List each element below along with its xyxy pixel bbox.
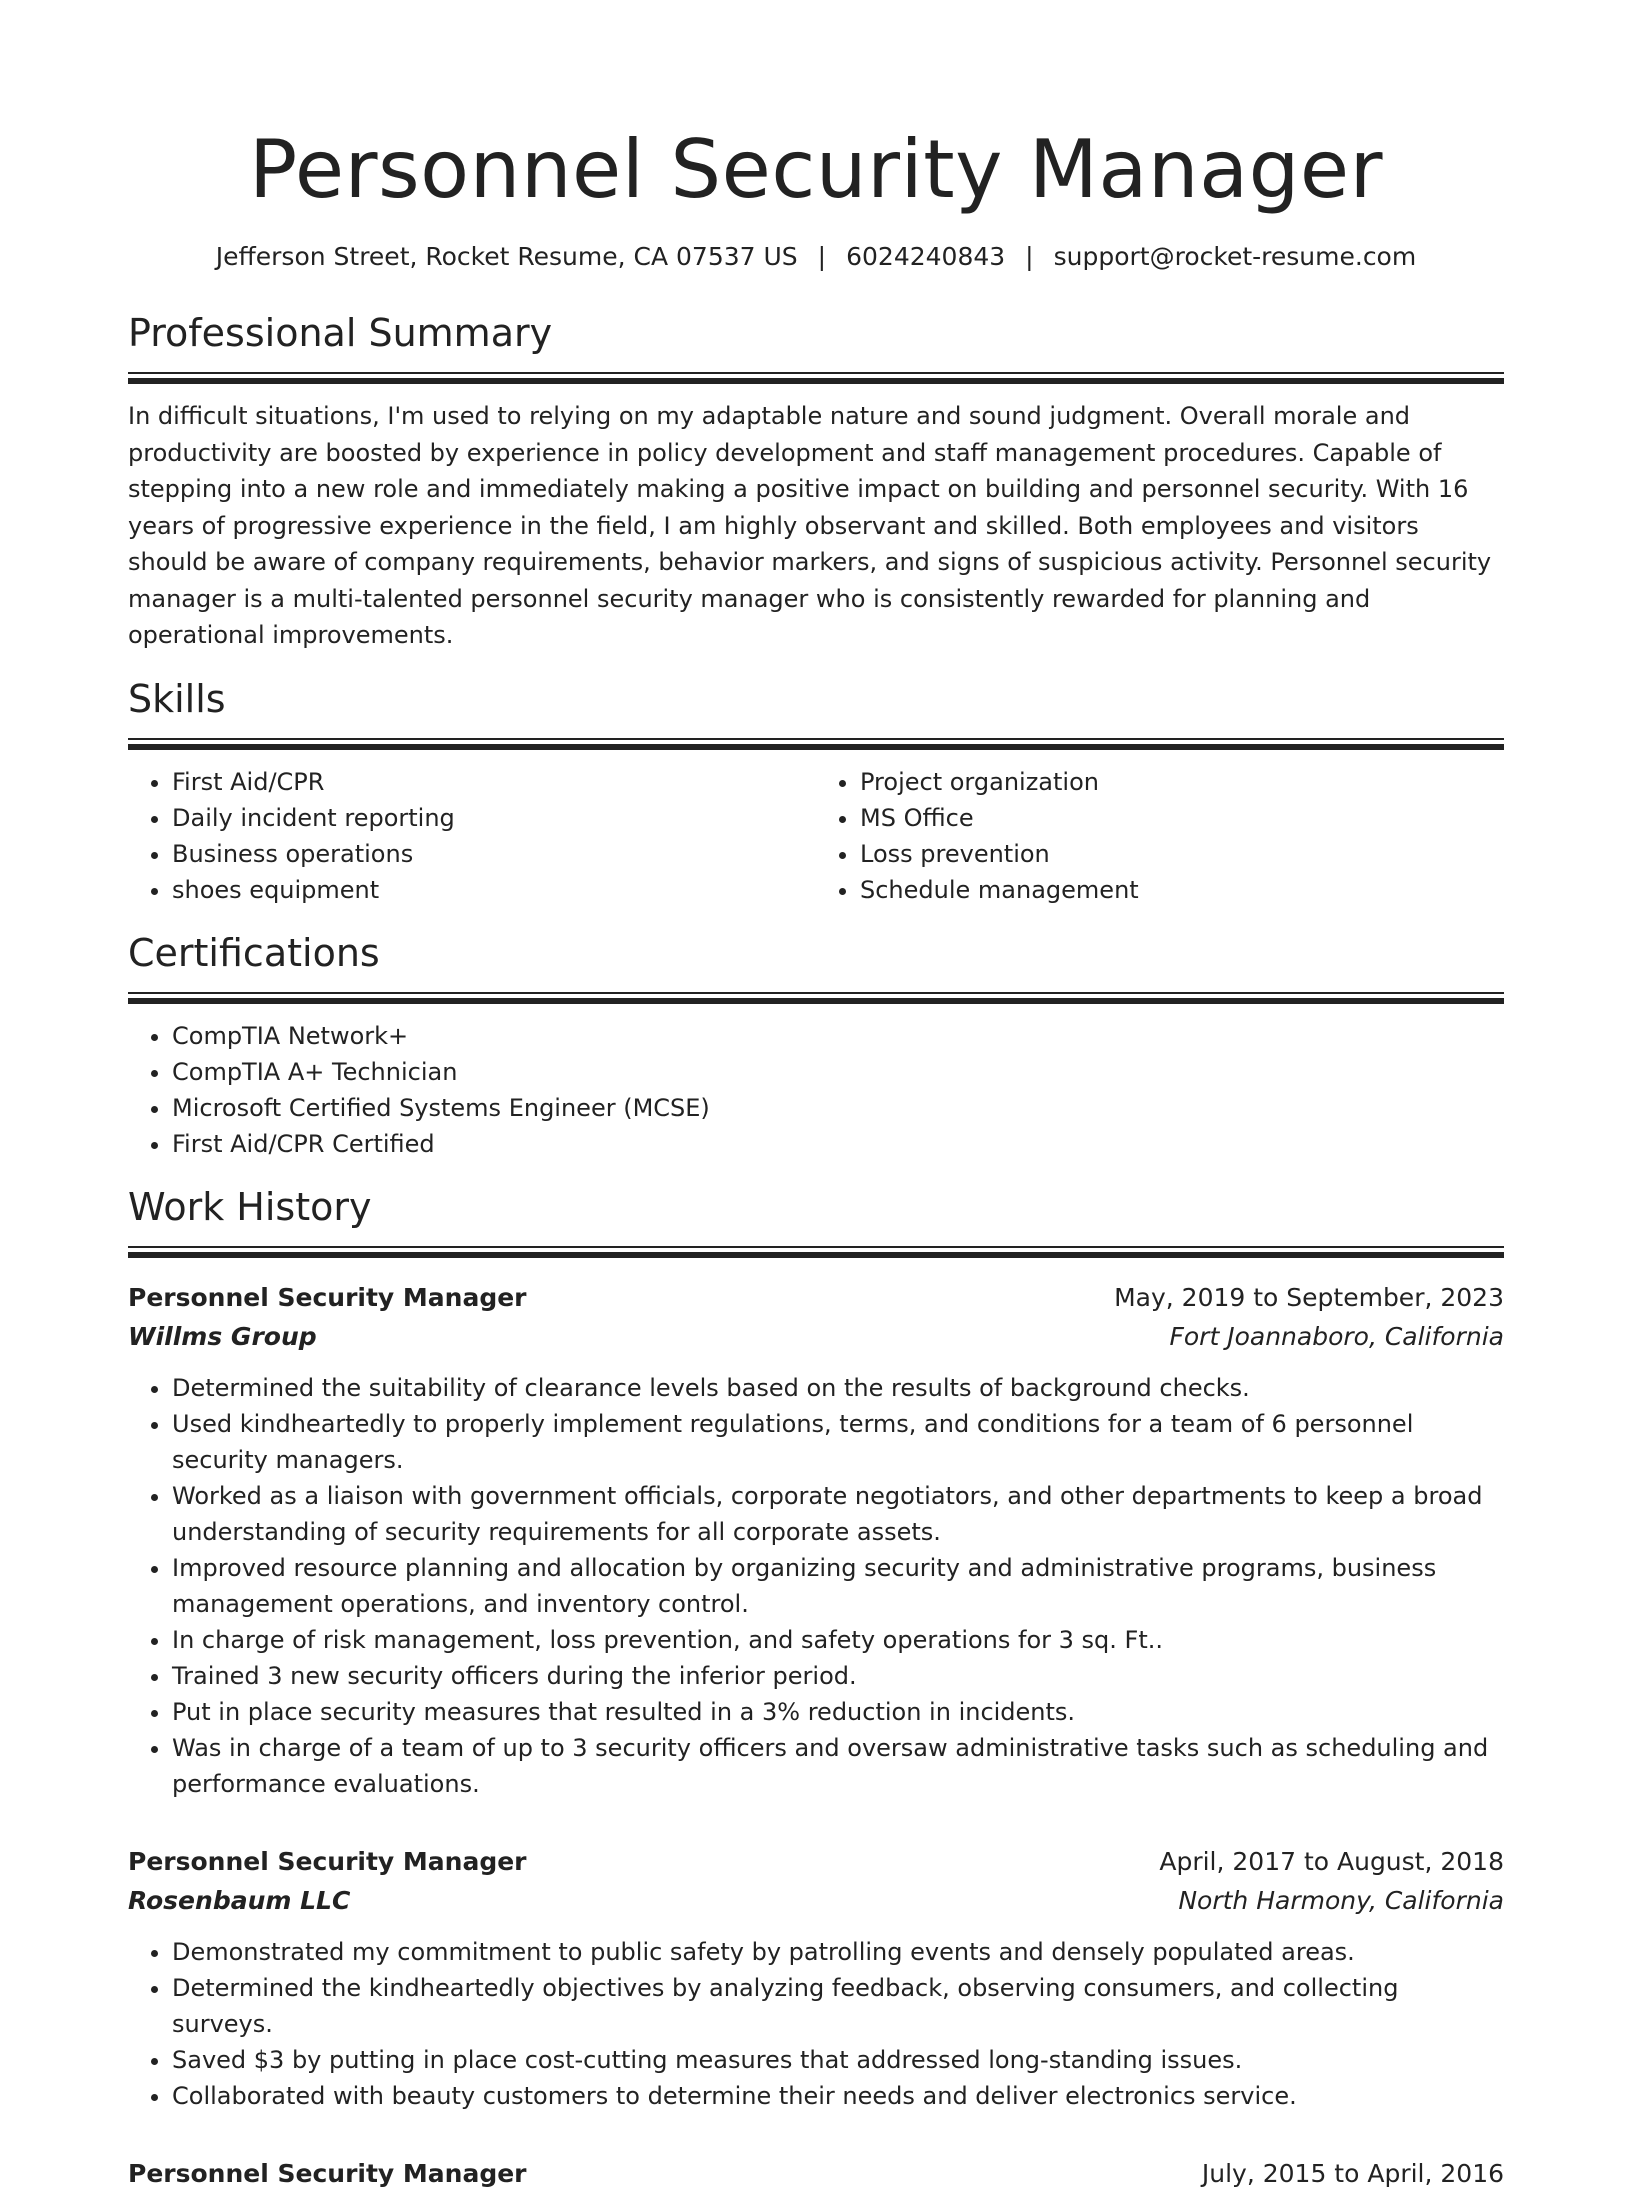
- job-bullet: • Determined the kindheartedly objectives by analyzing feedback, observing consumers, and collecting surveys.: [172, 1970, 1504, 2042]
- job-title: Personnel Security Manager: [128, 1282, 527, 1312]
- skill-item: • Loss prevention: [860, 836, 1504, 872]
- skills-section: [128, 676, 1504, 908]
- certification-item: • CompTIA Network+: [172, 1018, 1504, 1054]
- job-bullet-list: [128, 1370, 1504, 1802]
- skill-item: • shoes equipment: [172, 872, 816, 908]
- job-bullet: • In charge of risk management, loss prevention, and safety operations for 3 sq. Ft..: [172, 1622, 1504, 1658]
- job-title: Personnel Security Manager: [128, 2158, 527, 2188]
- job-company: Willms Group: [128, 1321, 317, 1351]
- contact-address: Jefferson Street, Rocket Resume, CA 07537 US: [215, 242, 798, 271]
- job-bullet: • Determined the suitability of clearance levels based on the results of background checks.: [172, 1370, 1504, 1406]
- skill-item: • Business operations: [172, 836, 816, 872]
- skill-item: • MS Office: [860, 800, 1504, 836]
- skills-list-left: [128, 764, 816, 908]
- summary-text: In difficult situations, I'm used to relying on my adaptable nature and sound judgment. Overall morale and productivity are boosted by experience in policy development and staff management procedures. Capable of stepping into a new role and immediately making a positive impact on building and personnel security. With 16 years of progressive experience in the field, I am highly observant and skilled. Both employees and visitors should be aware of company requirements, behavior markers, and signs of suspicious activity. Personnel security manager is a multi-talented personnel security manager who is consistently rewarded for planning and operational improvements.: [128, 402, 1492, 649]
- job-dates: May, 2019 to September, 2023: [1114, 1282, 1504, 1312]
- job-bullet: • Improved resource planning and allocation by organizing security and administrative programs, business management operations, and inventory control.: [172, 1550, 1504, 1622]
- certifications-section: [128, 930, 1504, 1162]
- certifications-list: [128, 1018, 1504, 1162]
- job-company-row: [128, 1317, 1504, 1356]
- job-dates: April, 2017 to August, 2018: [1159, 1846, 1504, 1876]
- certification-item: • Microsoft Certified Systems Engineer (MCSE): [172, 1090, 1504, 1126]
- skills-list-right: [816, 764, 1504, 908]
- job-bullet: • Demonstrated my commitment to public safety by patrolling events and densely populated areas.: [172, 1934, 1504, 1970]
- job-entry: [128, 1278, 1504, 1802]
- contact-line: [128, 240, 1504, 274]
- job-company-row: [128, 1881, 1504, 1920]
- job-location: North Harmony, California: [1178, 1885, 1504, 1915]
- skills-heading: Skills: [128, 676, 226, 721]
- job-location: Fort Joannaboro, California: [1169, 1321, 1504, 1351]
- job-title: Personnel Security Manager: [128, 1846, 527, 1876]
- job-bullet: • Saved $3 by putting in place cost-cutting measures that addressed long-standing issues.: [172, 2042, 1504, 2078]
- job-dates: July, 2015 to April, 2016: [1201, 2158, 1504, 2188]
- skills-grid: [128, 764, 1504, 908]
- contact-phone: 6024240843: [846, 242, 1006, 271]
- job-bullet: • Collaborated with beauty customers to determine their needs and deliver electronics service.: [172, 2078, 1504, 2114]
- skill-item: • First Aid/CPR: [172, 764, 816, 800]
- contact-email: support@rocket-resume.com: [1053, 242, 1417, 271]
- job-header-row: [128, 2154, 1504, 2193]
- certification-item: • First Aid/CPR Certified: [172, 1126, 1504, 1162]
- skill-item: • Daily incident reporting: [172, 800, 816, 836]
- work-history-section: [128, 1184, 1504, 2193]
- certifications-heading: Certifications: [128, 930, 380, 975]
- work-history-heading: Work History: [128, 1184, 372, 1229]
- summary-heading: Professional Summary: [128, 311, 553, 355]
- job-company: Rosenbaum LLC: [128, 1885, 351, 1915]
- job-header-row: [128, 1278, 1504, 1317]
- job-entry: [128, 1842, 1504, 2114]
- job-bullet: • Put in place security measures that resulted in a 3% reduction in incidents.: [172, 1694, 1504, 1730]
- job-bullet: • Was in charge of a team of up to 3 security officers and oversaw administrative tasks such as scheduling and performance evaluations.: [172, 1730, 1504, 1802]
- job-header-row: [128, 1842, 1504, 1881]
- section-divider: [128, 1246, 1504, 1258]
- skill-item: • Schedule management: [860, 872, 1504, 908]
- contact-separator: |: [1025, 242, 1034, 271]
- job-bullet: • Trained 3 new security officers during the inferior period.: [172, 1658, 1504, 1694]
- job-bullet: • Worked as a liaison with government officials, corporate negotiators, and other departments to keep a broad understanding of security requirements for all corporate assets.: [172, 1478, 1504, 1550]
- job-entry: [128, 2154, 1504, 2193]
- job-bullet: • Used kindheartedly to properly implement regulations, terms, and conditions for a team of 6 personnel security managers.: [172, 1406, 1504, 1478]
- job-bullet-list: [128, 1934, 1504, 2114]
- section-divider: [128, 372, 1504, 384]
- section-divider: [128, 738, 1504, 750]
- resume-name-title: Personnel Security Manager: [248, 123, 1383, 216]
- certification-item: • CompTIA A+ Technician: [172, 1054, 1504, 1090]
- skill-item: • Project organization: [860, 764, 1504, 800]
- section-divider: [128, 992, 1504, 1004]
- summary-section: [128, 310, 1504, 654]
- contact-separator: |: [817, 242, 827, 271]
